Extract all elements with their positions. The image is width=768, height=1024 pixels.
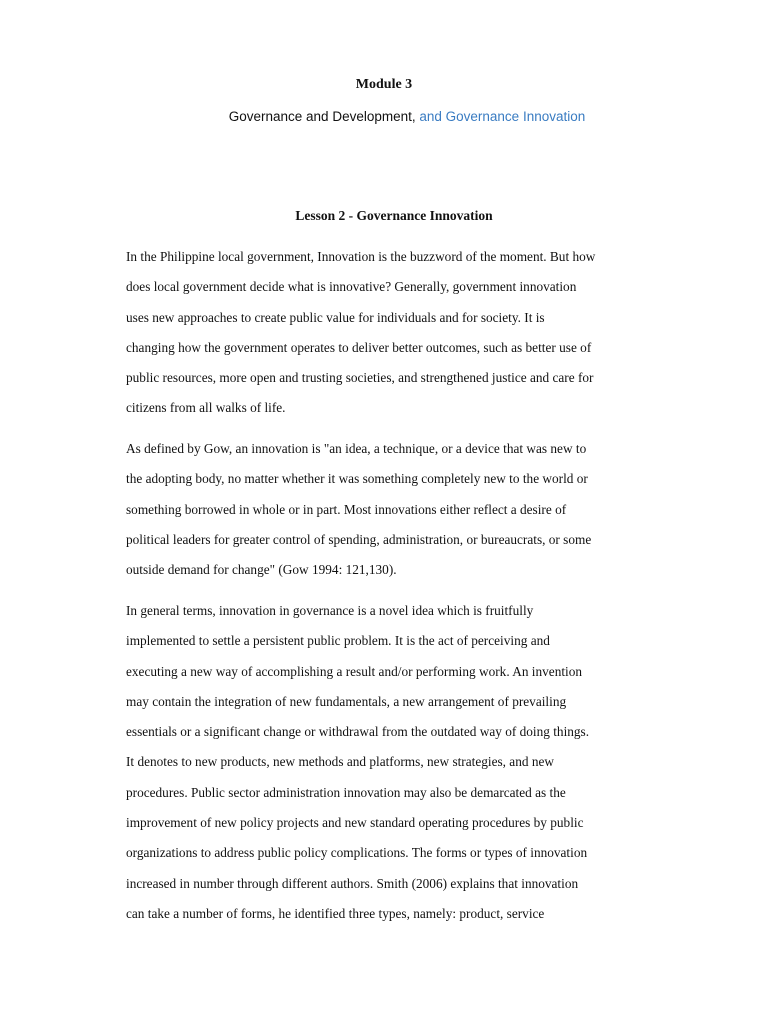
module-subtitle [0, 109, 768, 124]
paragraph-line: political leaders for greater control of spending, administration, or bureaucrats, or some [126, 531, 592, 547]
paragraph-line: It denotes to new products, new methods and platforms, new strategies, and new [126, 754, 554, 770]
subtitle-part-2: and Governance Innovation [419, 109, 586, 124]
paragraph-line: the adopting body, no matter whether it was something completely new to the world or [126, 471, 588, 487]
paragraph-line: essentials or a significant change or withdrawal from the outdated way of doing things. [126, 724, 590, 740]
paragraph-line: may contain the integration of new fundamentals, a new arrangement of prevailing [126, 693, 567, 709]
paragraph-line: procedures. Public sector administration innovation may also be demarcated as the [126, 784, 566, 800]
paragraph-line: outside demand for change" (Gow 1994: 121,130). [126, 562, 397, 578]
paragraph-3 [126, 603, 666, 936]
paragraph-line: does local government decide what is innovative? Generally, government innovation [126, 279, 577, 295]
paragraph-line: changing how the government operates to deliver better outcomes, such as better use of [126, 339, 592, 355]
paragraph-line: uses new approaches to create public value for individuals and for society. It is [126, 309, 545, 325]
paragraph-line: As defined by Gow, an innovation is "an idea, a technique, or a device that was new to [126, 441, 587, 456]
paragraph-line: organizations to address public policy complications. The forms or types of innovation [126, 845, 588, 861]
paragraph-line: In the Philippine local government, Innovation is the buzzword of the moment. But how [126, 249, 596, 264]
paragraph-line: can take a number of forms, he identified three types, namely: product, service [126, 905, 545, 921]
subtitle-part-1: Governance and Development, [228, 109, 420, 124]
module-title: Module 3 [355, 77, 413, 92]
paragraph-2 [126, 441, 666, 592]
paragraph-line: In general terms, innovation in governance is a novel idea which is fruitfully [126, 603, 534, 618]
paragraph-line: increased in number through different authors. Smith (2006) explains that innovation [126, 875, 579, 891]
paragraph-line: implemented to settle a persistent public problem. It is the act of perceiving and [126, 633, 550, 649]
paragraph-line: citizens from all walks of life. [126, 400, 286, 416]
paragraph-line: improvement of new policy projects and new standard operating procedures by public [126, 815, 584, 831]
paragraph-1 [126, 249, 666, 431]
lesson-title: Lesson 2 - Governance Innovation [295, 208, 493, 223]
paragraph-line: public resources, more open and trusting societies, and strengthened justice and care for [126, 370, 594, 386]
paragraph-line: something borrowed in whole or in part. Most innovations either reflect a desire of [126, 501, 567, 517]
paragraph-line: executing a new way of accomplishing a result and/or performing work. An invention [126, 663, 583, 679]
